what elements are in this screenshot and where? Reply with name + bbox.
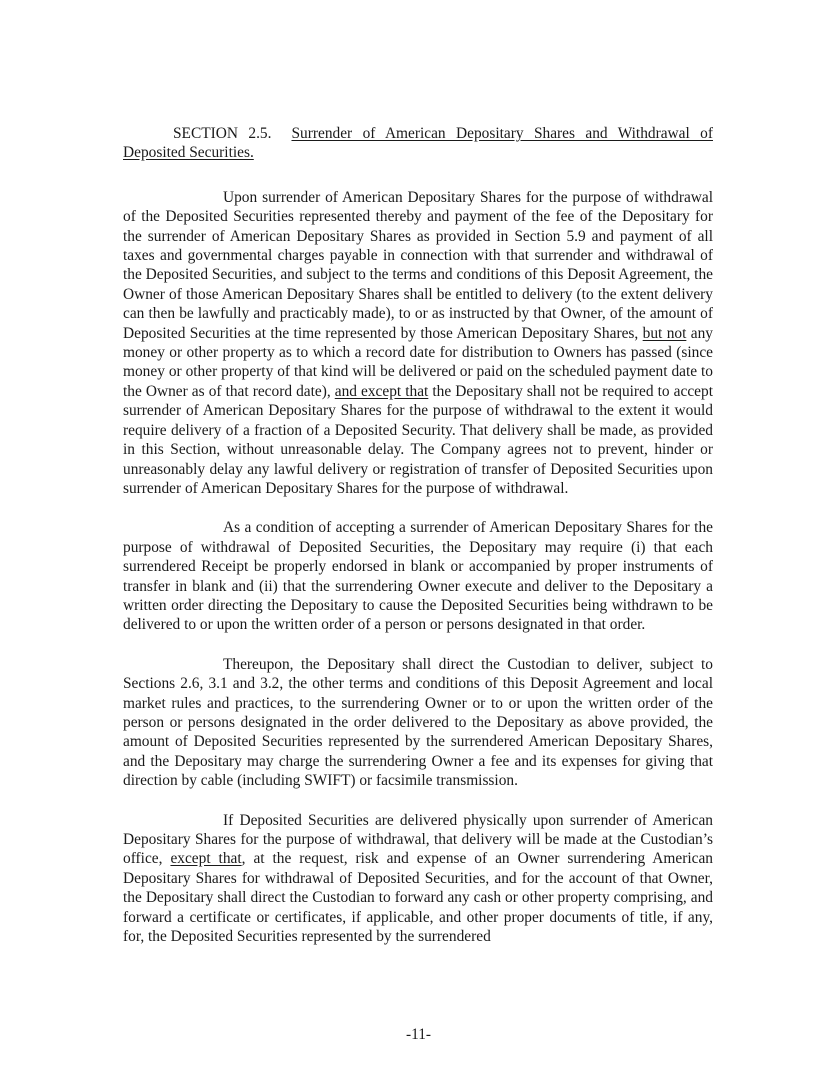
paragraph-physical-delivery: [123, 811, 713, 947]
section-number: SECTION 2.5.: [173, 125, 272, 142]
section-heading-continuation: [123, 143, 713, 162]
paragraph-text: , at the request, risk and expense of an Owner surrendering American Depositary Shares for withdrawal of Deposited Securities, and for the account of that Owner, the Depositary shall direct the Custodian to forward any cash or other property comprising, and forward a certificate or certificates, if applicable, and other proper documents of title, if any, for, the Deposited Securities represented by the surrendered: [123, 850, 713, 946]
section-heading: [123, 124, 713, 143]
paragraph-text: any money or other property as to which a record date for distribution to Owners has passed (since money or other property of that kind will be delivered or paid on the scheduled payment date to the Owner as of that record date),: [123, 324, 713, 400]
underlined-term-but-not: but not: [642, 324, 687, 342]
paragraph-text: the Depositary shall not be required to accept surrender of American Depositary Shares for the purpose of withdrawal to the extent it would require delivery of a fraction of a Deposited Security. That delivery shall be made, as provided in this Section, without unreasonable delay. The Company agrees not to prevent, hinder or unreasonably delay any lawful delivery or registration of transfer of Deposited Securities upon surrender of American Depositary Shares for the purpose of withdrawal.: [123, 382, 713, 497]
paragraph-surrender-entitlement: [123, 188, 713, 499]
paragraph-custodian-delivery: Thereupon, the Depositary shall direct the Custodian to deliver, subject to Sections 2.6, 3.1 and 3.2, the other terms and conditions of this Deposit Agreement and local market rules and practices, to the surrendering Owner or to or upon the written order of the person or persons designated in the order delivered to the Depositary as above provided, the amount of Deposited Securities represented by the surrendered American Depositary Shares, and the Depositary may charge the surrendering Owner a fee and its expenses for giving that direction by cable (including SWIFT) or facsimile transmission.: [123, 655, 713, 790]
section-title-line2: Deposited Securities.: [123, 144, 254, 162]
underlined-term-except-that: except that: [170, 850, 242, 868]
page-number: -11-: [405, 1026, 432, 1043]
paragraph-text: Upon surrender of American Depositary Shares for the purpose of withdrawal of the Deposited Securities represented thereby and payment of the fee of the Depositary for the surrender of American Depositary Shares as provided in Section 5.9 and payment of all taxes and governmental charges payable in connection with that surrender and withdrawal of the Deposited Securities, and subject to the terms and conditions of this Deposit Agreement, the Owner of those American Depositary Shares shall be entitled to delivery (to the extent delivery can then be lawfully and practicably made), to or as instructed by that Owner, of the amount of Deposited Securities at the time represented by those American Depositary Shares,: [123, 188, 713, 342]
underlined-term-and-except-that: and except that: [334, 382, 429, 400]
page-content: [123, 124, 713, 946]
section-title-line1: Surrender of American Depositary Shares and Withdrawal of: [291, 125, 713, 142]
paragraph-condition-of-acceptance: As a condition of accepting a surrender of American Depositary Shares for the purpose of withdrawal of Deposited Securities, the Depositary may require (i) that each surrendered Receipt be properly endorsed in blank or accompanied by proper instruments of transfer in blank and (ii) that the surrendering Owner execute and deliver to the Depositary a written order directing the Depositary to cause the Deposited Securities being withdrawn to be delivered to or upon the written order of a person or persons designated in that order.: [123, 519, 713, 634]
paragraph-text: If Deposited Securities are delivered physically upon surrender of American Depositary Shares for the purpose of withdrawal, that delivery will be made at the Custodian’s office,: [123, 811, 713, 868]
